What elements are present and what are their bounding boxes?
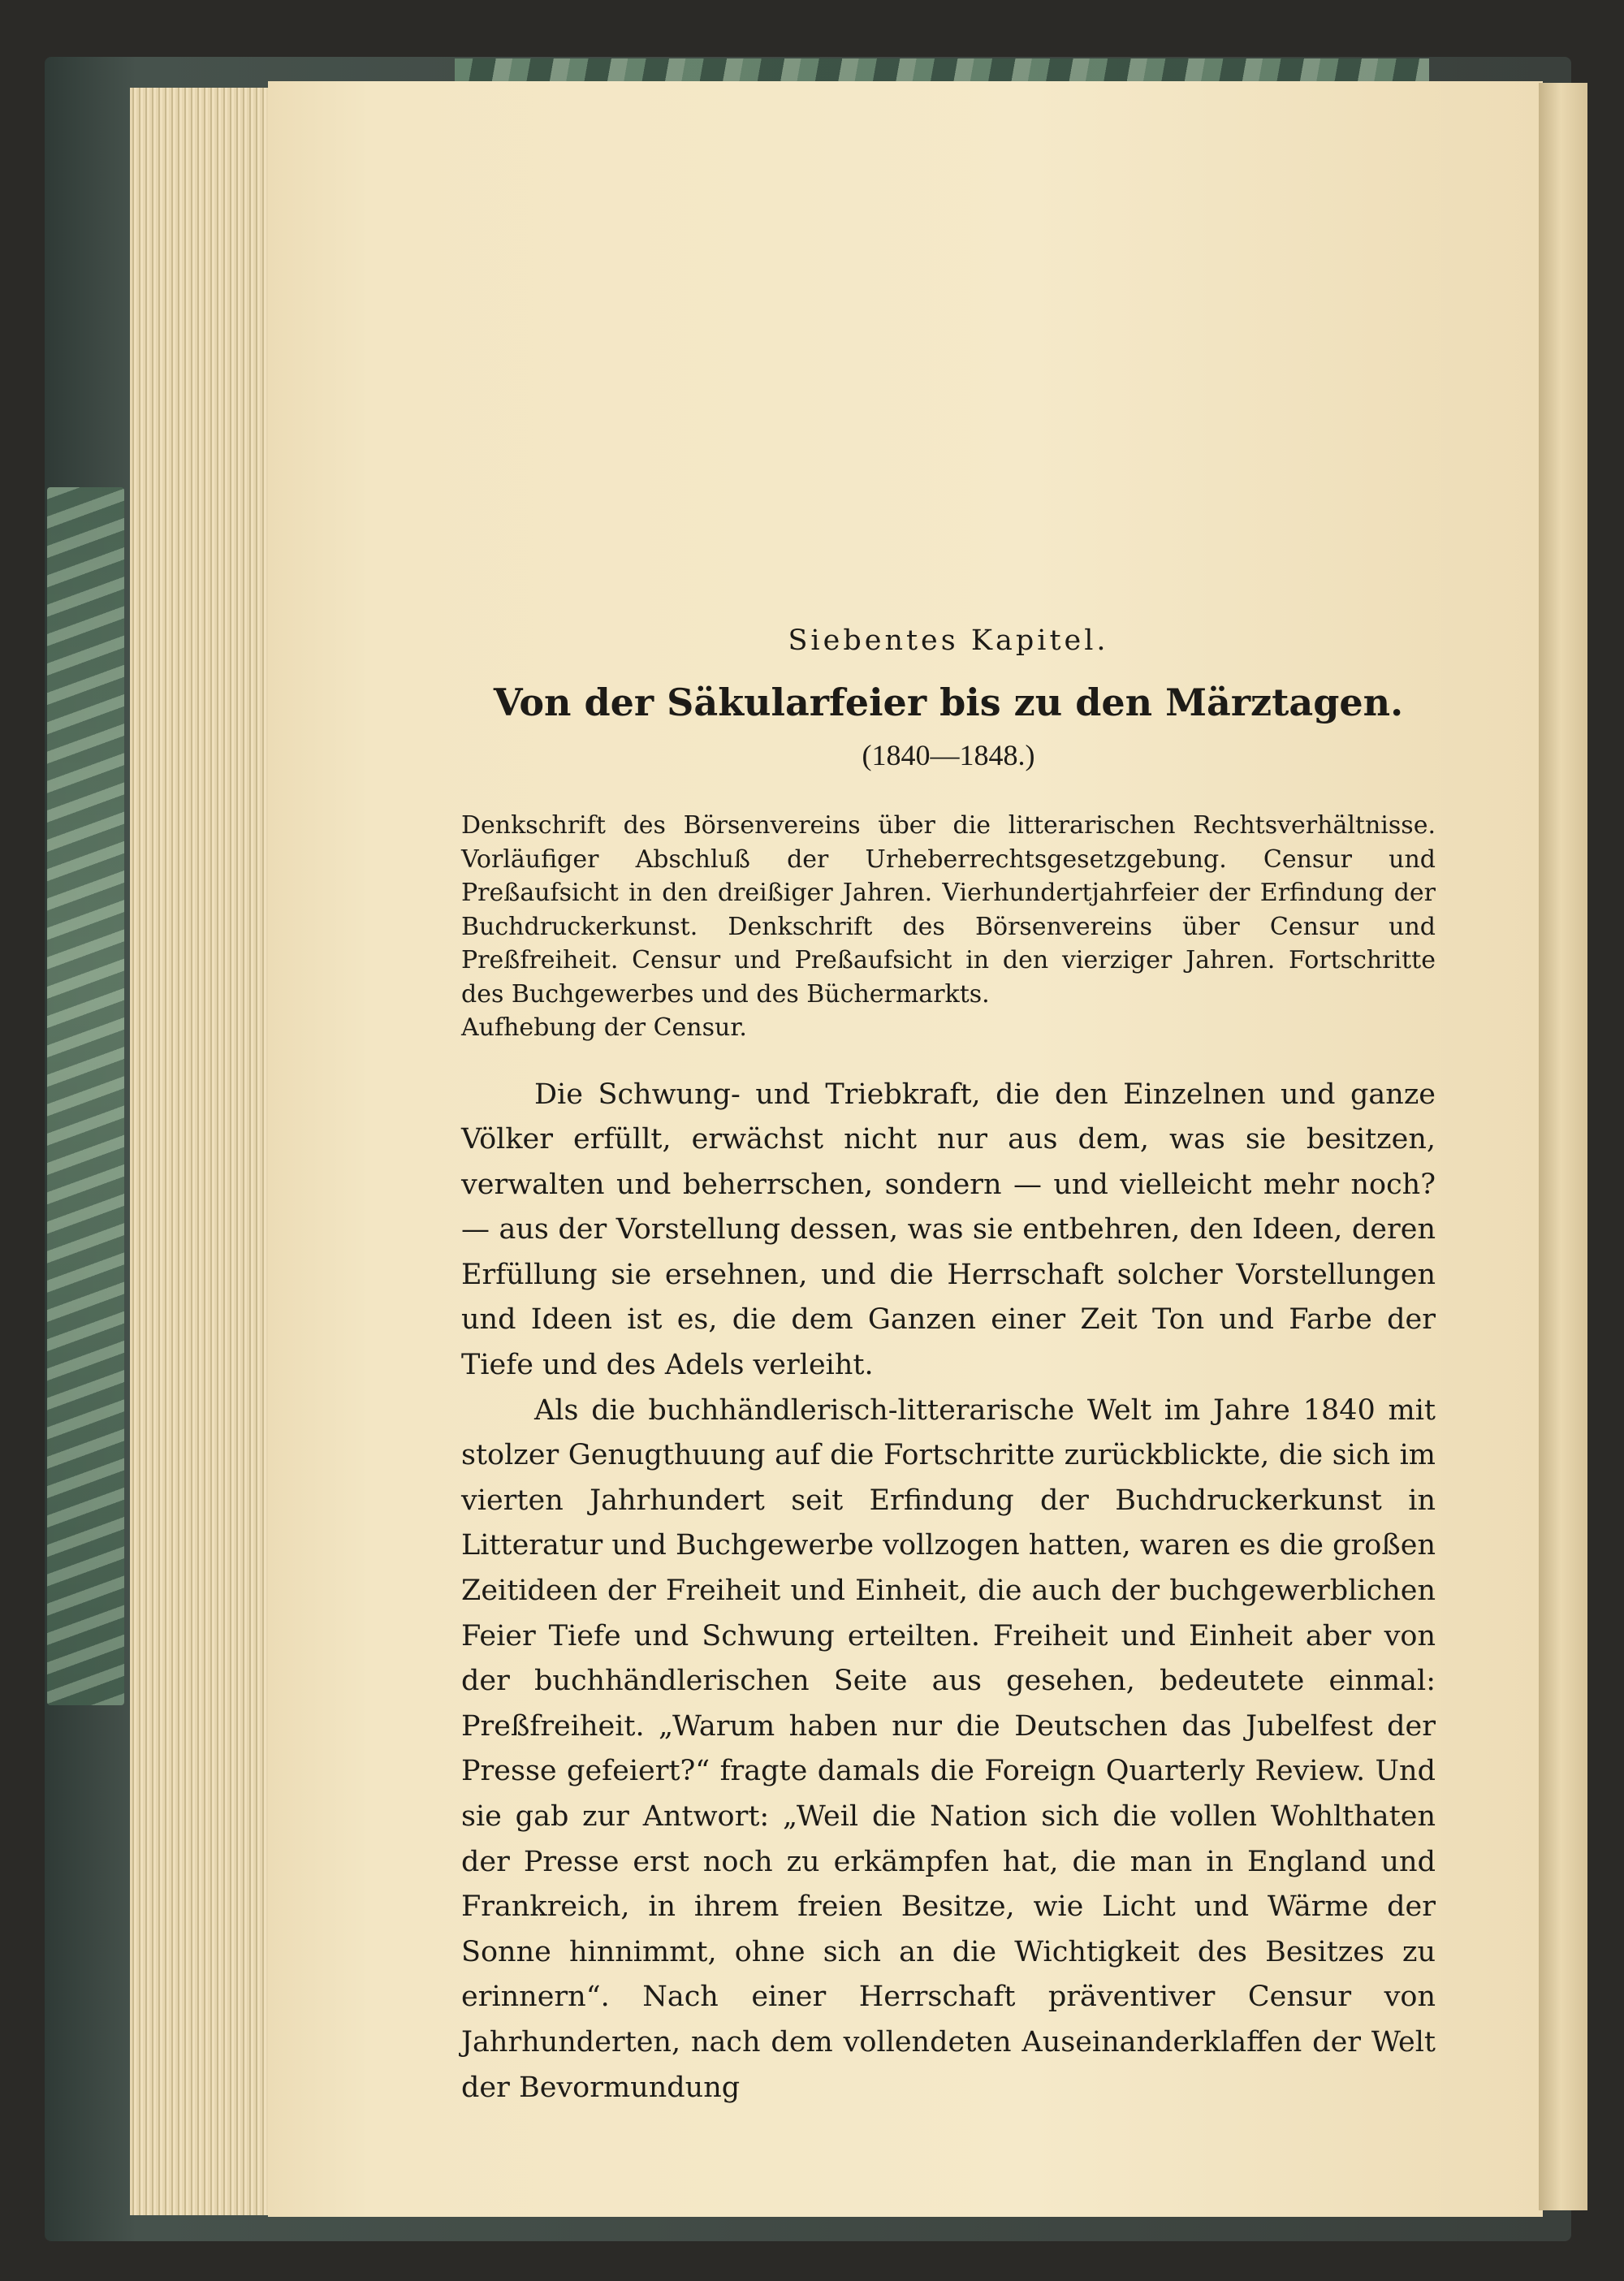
chapter-summary-main: Denkschrift des Börsenvereins über die litterarischen Rechtsverhältnisse. Vorläufiger Abschluß der Urheberrechtsgesetzgebung. Censur und Preßaufsicht in den dreißiger Jahren. Vierhundertjahrfeier der Erfindung der Buchdruckerkunst. Denkschrift des Börsenvereins über Censur und Preßfreiheit. Censur und Preßaufsicht in den vierziger Jahren. Fortschritte des Buchgewerbes und des Büchermarkts. — [461, 811, 1436, 1009]
paragraph-1: Die Schwung- und Triebkraft, die den Einzelnen und ganze Völker erfüllt, erwächst nicht nur aus dem, was sie besitzen, verwalten und beherrschen, sondern — und vielleicht mehr noch? — aus der Vorstellung dessen, was sie entbehren, den Ideen, deren Erfüllung sie ersehnen, und die Herrschaft solcher Vorstellungen und Ideen ist es, die dem Ganzen einer Zeit Ton und Farbe der Tiefe und des Adels verleiht. — [461, 1078, 1436, 1382]
chapter-years: (1840—1848.) — [862, 739, 1035, 771]
body-text — [461, 1073, 1436, 2111]
page-edges-stack — [130, 88, 284, 2215]
page-gutter — [1539, 83, 1587, 2210]
chapter-summary-last: Aufhebung der Censur. — [461, 1013, 747, 1042]
marbled-board-edge — [47, 487, 124, 1705]
chapter-title: Von der Säkularfeier bis zu den Märztagen. — [493, 680, 1404, 724]
paragraph-2: Als die buchhändlerisch-litterarische Welt im Jahre 1840 mit stolzer Genugthuung auf die Fortschritte zurückblickte, die sich im vierten Jahrhundert seit Erfindung der Buchdruckerkunst in Litteratur und Buchgewerbe vollzogen hatten, waren es die großen Zeitideen der Freiheit und Einheit, die auch der buchgewerblichen Feier Tiefe und Schwung erteilten. Freiheit und Einheit aber von der buchhändlerischen Seite aus gesehen, bedeutete einmal: Preßfreiheit. „Warum haben nur die Deutschen das Jubelfest der Presse gefeiert?“ fragte damals die Foreign Quarterly Review. Und sie gab zur Antwort: „Weil die Nation sich die vollen Wohlthaten der Presse erst noch zu erkämpfen hat, die man in England und Frankreich, in ihrem freien Besitze, wie Licht und Wärme der Sonne hinnimmt, ohne sich an die Wichtigkeit des Besitzes zu erinnern“. Nach einer Herrschaft präventiver Censur von Jahrhunderten, nach dem vollendeten Auseinanderklaffen der Welt der Bevormundung — [461, 1393, 1436, 2104]
chapter-summary — [461, 809, 1436, 1045]
chapter-label: Siebentes Kapitel. — [788, 624, 1109, 657]
page-text-block — [461, 616, 1436, 2110]
